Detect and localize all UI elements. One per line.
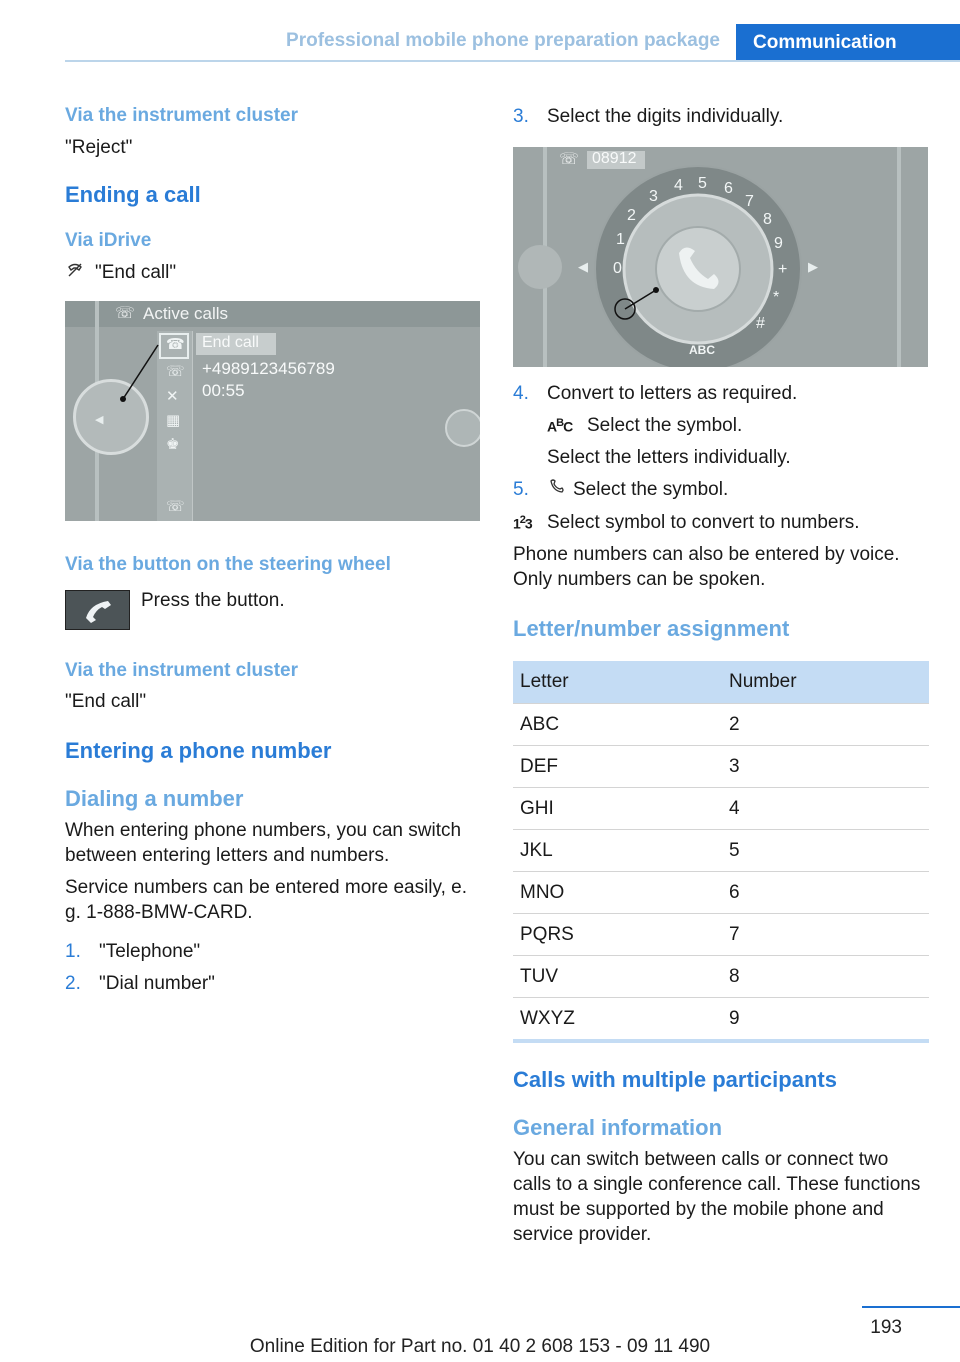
table-row: JKL 5 <box>513 830 929 872</box>
keypad-icon: ▦ <box>166 412 181 429</box>
table-row: GHI 4 <box>513 788 929 830</box>
press-button-text: Press the button. <box>141 590 285 611</box>
steps-list-left <box>65 939 483 996</box>
running-header-section: Professional mobile phone preparation package <box>286 30 720 51</box>
table-row: TUV 8 <box>513 956 929 998</box>
phone-icon <box>547 477 567 503</box>
heading-via-steering-wheel: Via the button on the steering wheel <box>65 554 391 575</box>
numbers-symbol-icon: $1^23$ <box>513 513 532 532</box>
phone-menu-icon: ☏ <box>115 305 136 322</box>
digit-star: * <box>773 289 780 306</box>
letter-number-table <box>513 661 929 1043</box>
digit-1: 1 <box>616 231 625 248</box>
caller-number: +4989123456789 <box>202 359 335 378</box>
table-row: WXYZ 9 <box>513 998 929 1042</box>
list-item: 4. Convert to letters as required. <box>513 383 798 404</box>
mute-icon: ✕ <box>166 388 179 405</box>
abc-symbol-icon: $A^BC$ <box>547 416 573 435</box>
heading-entering-phone-number: Entering a phone number <box>65 738 332 763</box>
footer-edition-text: Online Edition for Part no. 01 40 2 608 153 - 09 11 490 <box>249 1336 711 1357</box>
heading-ending-a-call: Ending a call <box>65 182 201 207</box>
end-call-cluster-text: "End call" <box>65 691 147 712</box>
list-item: 2. "Dial number" <box>65 973 215 994</box>
step-4 <box>513 381 929 406</box>
left-arrow-icon: ◀ <box>578 259 588 274</box>
digit-9: 9 <box>774 235 783 252</box>
heading-via-idrive: Via iDrive <box>65 230 152 251</box>
service-paragraph: Service numbers can be entered more easily, e. g. 1-888-BMW-CARD. <box>65 877 468 923</box>
switch-paragraph: When entering phone numbers, you can switch between entering letters and numbers. <box>65 820 462 866</box>
list-item: 1. "Telephone" <box>65 941 201 962</box>
heading-general-information: General information <box>513 1115 723 1140</box>
end-call-option: End call <box>202 334 259 351</box>
table-row: MNO 6 <box>513 872 929 914</box>
reject-text: "Reject" <box>65 137 133 158</box>
heading-via-instrument-cluster-2: Via the instrument cluster <box>65 660 298 681</box>
hold-icon: ☏ <box>166 363 185 380</box>
digit-hash: # <box>756 315 765 332</box>
entered-digits: 08912 <box>592 150 637 167</box>
page-number: 193 <box>870 1317 902 1338</box>
heading-calls-multiple-participants: Calls with multiple participants <box>513 1067 837 1092</box>
screen-title: Active calls <box>143 304 229 323</box>
abc-symbol-icon: ABC <box>689 343 715 357</box>
header-rule <box>65 60 960 62</box>
phone-menu-icon: ☏ <box>559 151 580 168</box>
step4-symbol-line: $A^BC$ Select the symbol. <box>547 415 743 436</box>
step4-letters-text: Select the letters individually. <box>547 447 791 468</box>
heading-via-instrument-cluster: Via the instrument cluster <box>65 105 298 126</box>
digit-5: 5 <box>698 175 707 192</box>
heading-letter-number-assignment: Letter/number assignment <box>513 616 790 641</box>
step-3 <box>513 104 929 129</box>
hang-up-phone-icon <box>65 261 85 284</box>
steering-phone-button-icon <box>65 590 130 630</box>
digit-4: 4 <box>674 177 683 194</box>
end-call-idrive-line <box>65 260 483 285</box>
digit-6: 6 <box>724 180 733 197</box>
list-item: 3. Select the digits individually. <box>513 106 784 127</box>
digit-7: 7 <box>745 193 754 210</box>
list-item: 5. Select the symbol. <box>513 477 929 503</box>
right-arrow-icon: ▶ <box>808 259 818 274</box>
table-row: ABC 2 <box>513 704 929 746</box>
voice-paragraph: Phone numbers can also be entered by voice. Only numbers can be spoken. <box>513 544 900 590</box>
active-calls-screen <box>65 301 480 521</box>
end-call-idrive-text: "End call" <box>95 262 177 283</box>
digit-plus: + <box>778 261 788 278</box>
steering-button-line <box>65 588 483 630</box>
running-header-chapter: Communication <box>736 24 960 62</box>
column-header-letter: Letter <box>513 661 722 704</box>
right-column <box>513 100 929 1247</box>
contacts-icon: ♚ <box>166 436 180 453</box>
hang-up-icon: ☎ <box>166 336 185 353</box>
general-paragraph: You can switch between calls or connect two calls to a single conference call. These functions must be supported by the mobile phone and service provider. <box>513 1149 921 1245</box>
digit-0: 0 <box>613 260 622 277</box>
table-row: PQRS 7 <box>513 914 929 956</box>
left-column <box>65 100 483 996</box>
call-duration: 00:55 <box>202 381 245 400</box>
numbers-symbol-line: $1^23$ Select symbol to convert to numbers. <box>513 512 860 533</box>
heading-dialing-a-number: Dialing a number <box>65 786 244 811</box>
step-5 <box>513 477 929 503</box>
digit-wheel <box>513 147 928 367</box>
options-icon: ☏ <box>166 498 185 515</box>
digit-8: 8 <box>763 211 772 228</box>
left-arrow-icon: ◀ <box>95 414 104 426</box>
dial-number-screen <box>513 147 928 367</box>
table-row: DEF 3 <box>513 746 929 788</box>
callout-line <box>65 301 480 521</box>
digit-2: 2 <box>627 207 636 224</box>
digit-3: 3 <box>649 188 658 205</box>
table-header-row <box>513 661 929 704</box>
column-header-number: Number <box>722 661 929 704</box>
footer-rule <box>862 1306 960 1308</box>
